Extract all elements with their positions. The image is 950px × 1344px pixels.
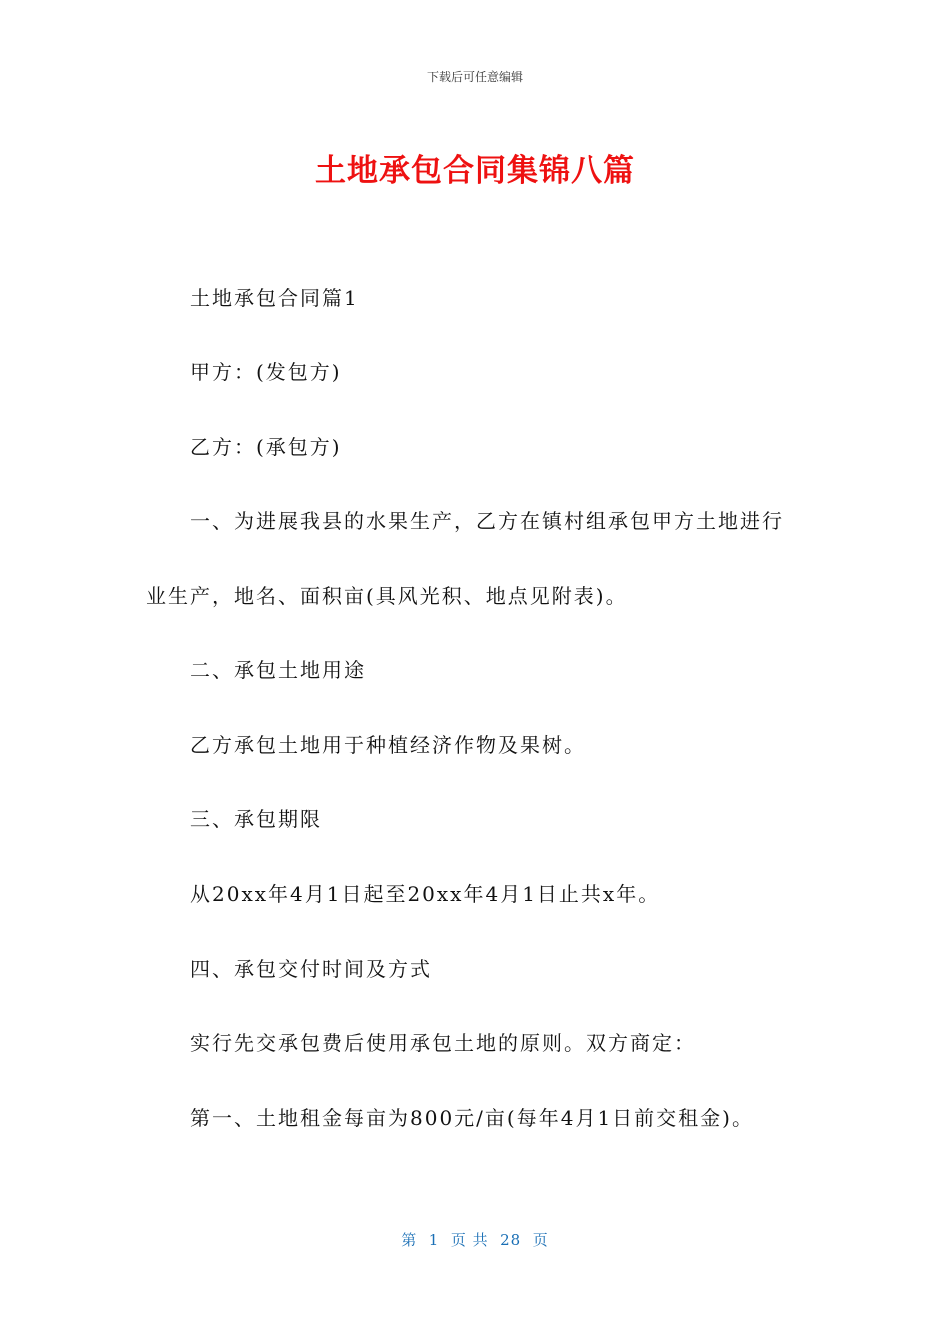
document-title: 土地承包合同集锦八篇 xyxy=(315,153,635,189)
clause-4-heading: 四、承包交付时间及方式 xyxy=(190,957,432,981)
clause-1-line-2: 业生产，地名、面积亩(具风光积、地点见附表)。 xyxy=(146,584,628,608)
clause-1-line-1: 一、为进展我县的水果生产，乙方在镇村组承包甲方土地进行 xyxy=(190,509,784,533)
clause-2-text: 乙方承包土地用于种植经济作物及果树。 xyxy=(190,733,586,757)
clause-3-heading: 三、承包期限 xyxy=(190,807,322,831)
party-b-line: 乙方：(承包方) xyxy=(190,435,342,459)
page-footer: 第 1 页 共 28 页 xyxy=(401,1231,549,1249)
header-note: 下载后可任意编辑 xyxy=(426,70,523,84)
clause-2-heading: 二、承包土地用途 xyxy=(190,658,366,682)
clause-3-text: 从20xx年4月1日起至20xx年4月1日止共x年。 xyxy=(190,882,661,906)
party-a-line: 甲方：(发包方) xyxy=(190,360,342,384)
clause-4-item-1: 第一、土地租金每亩为800元/亩(每年4月1日前交租金)。 xyxy=(190,1106,754,1130)
section-heading: 土地承包合同篇1 xyxy=(190,286,359,310)
clause-4-text: 实行先交承包费后使用承包土地的原则。双方商定： xyxy=(190,1031,696,1055)
